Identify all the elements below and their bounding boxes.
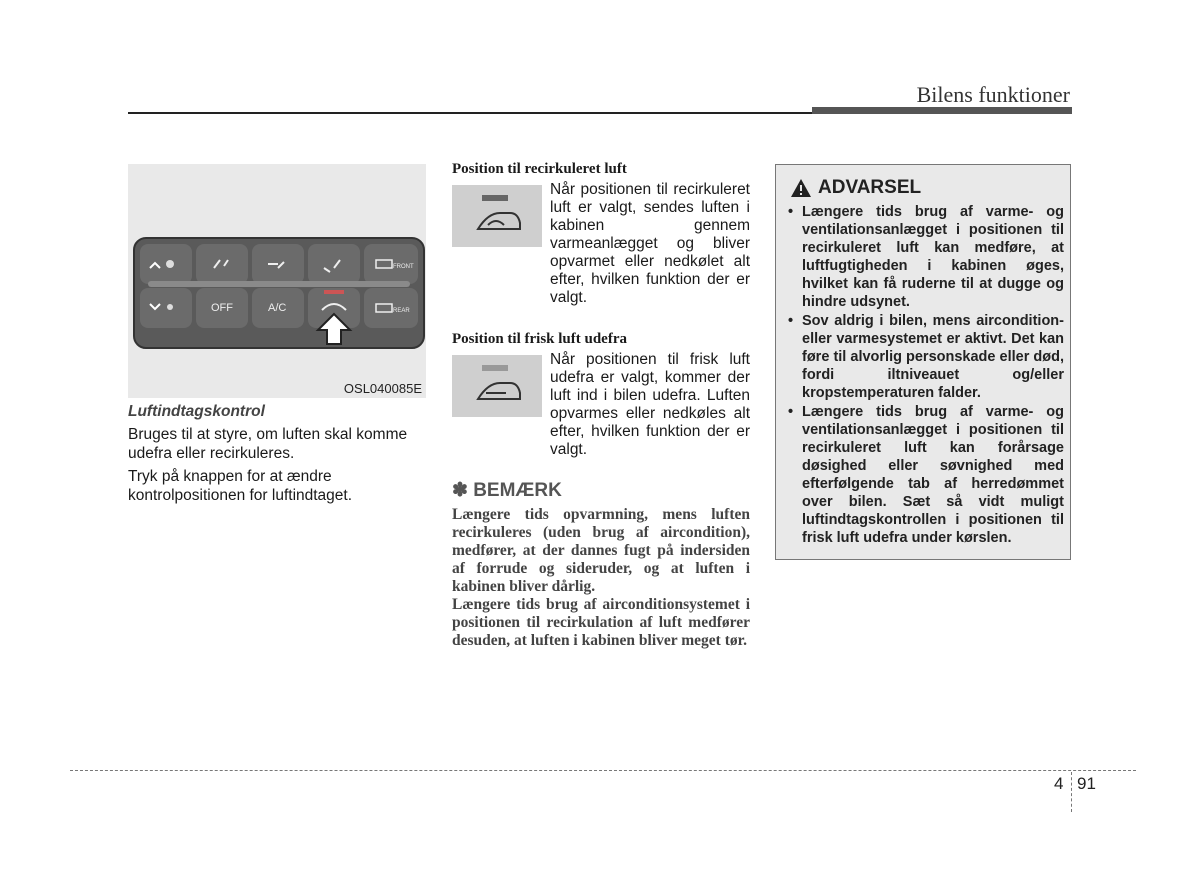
footer-divider	[1071, 772, 1072, 812]
warning-item: • Længere tids brug af varme- og ventilationsanlægget i positionen til recirkuleret luft kan forårsage døsighed eller søvnighed med efterfølgende tab af herredømmet over bilen. Sæt så vidt muligt luftindtagskontrollen i positionen til frisk luft udefra under kørslen.	[786, 403, 1064, 547]
warning-item: • Sov aldrig i bilen, mens aircondition- eller varmesystemet er aktivt. Det kan føre til alvorlig personskade eller død, fordi iltniveauet og/eller kropstemperaturen falder.	[786, 312, 1064, 402]
figure-caption: OSL040085E	[343, 381, 422, 396]
warning-item: • Længere tids brug af varme- og ventilationsanlægget i positionen til recirkuleret luft kan medføre, at luftfugtigheden i kabinen øges, hvilket kan få ruderne til at dugge og hindre udsynet.	[786, 203, 1064, 311]
climate-panel-illustration	[128, 164, 426, 398]
page-number: 91	[1077, 774, 1096, 793]
recirc-car-icon	[452, 185, 542, 247]
figure-title: Luftindtagskontrol	[128, 403, 265, 420]
fresh-air-car-icon	[452, 355, 542, 417]
left-column	[128, 402, 428, 509]
warning-list	[786, 203, 1064, 548]
warning-triangle-icon	[790, 178, 812, 198]
note-paragraph-1: Længere tids opvarmning, mens luften recirkuleres (uden brug af aircondition), medfører, at der dannes fugt på indersiden af forrude og sideruder, og at luften i kabinen bliver dårlig.	[452, 506, 750, 595]
warning-title: ADVARSEL	[818, 177, 922, 198]
note-heading: ✽ BEMÆRK	[452, 480, 562, 501]
footer-rule	[70, 770, 1136, 771]
fresh-text: Når positionen til frisk luft udefra er valgt, kommer der luft ind i bilen udefra. Luften opvarmes eller nedkøles alt efter, hvilken funktion der er valgt.	[550, 351, 750, 458]
note-section	[452, 479, 750, 650]
chapter-number: 4	[1054, 774, 1064, 793]
ac-button-label: A/C	[268, 302, 287, 314]
climate-panel-figure	[128, 164, 426, 398]
recirc-button-thumbnail	[452, 185, 542, 247]
note-paragraph-2: Længere tids brug af airconditionsystemet i positionen til recirkulation af luft medfører desuden, at luften i kabinen bliver meget tør.	[452, 596, 750, 649]
intro-paragraph: Bruges til at styre, om luften skal komme udefra eller recirkuleres.	[128, 426, 408, 462]
section-title: Bilens funktioner	[916, 82, 1070, 107]
warning-heading	[790, 177, 921, 199]
header-rule-accent	[812, 107, 1072, 114]
recirc-section	[452, 161, 750, 306]
recirc-text: Når positionen til recirkuleret luft er valgt, sendes luften i kabinen gennem varmeanlægget og bliver opvarmet eller nedkølet alt efter, hvilken funktion der er valgt.	[550, 181, 750, 306]
recirc-heading: Position til recirkuleret luft	[452, 161, 627, 177]
note-body	[452, 506, 750, 650]
warning-box	[775, 164, 1071, 560]
fresh-section	[452, 331, 750, 458]
front-defrost-label: FRONT	[393, 264, 414, 270]
off-button-label: OFF	[211, 302, 233, 314]
rear-defrost-label: REAR	[393, 308, 410, 314]
instruction-paragraph: Tryk på knappen for at ændre kontrolpositionen for luftindtaget.	[128, 468, 353, 504]
fresh-heading: Position til frisk luft udefra	[452, 331, 627, 347]
fresh-button-thumbnail	[452, 355, 542, 417]
